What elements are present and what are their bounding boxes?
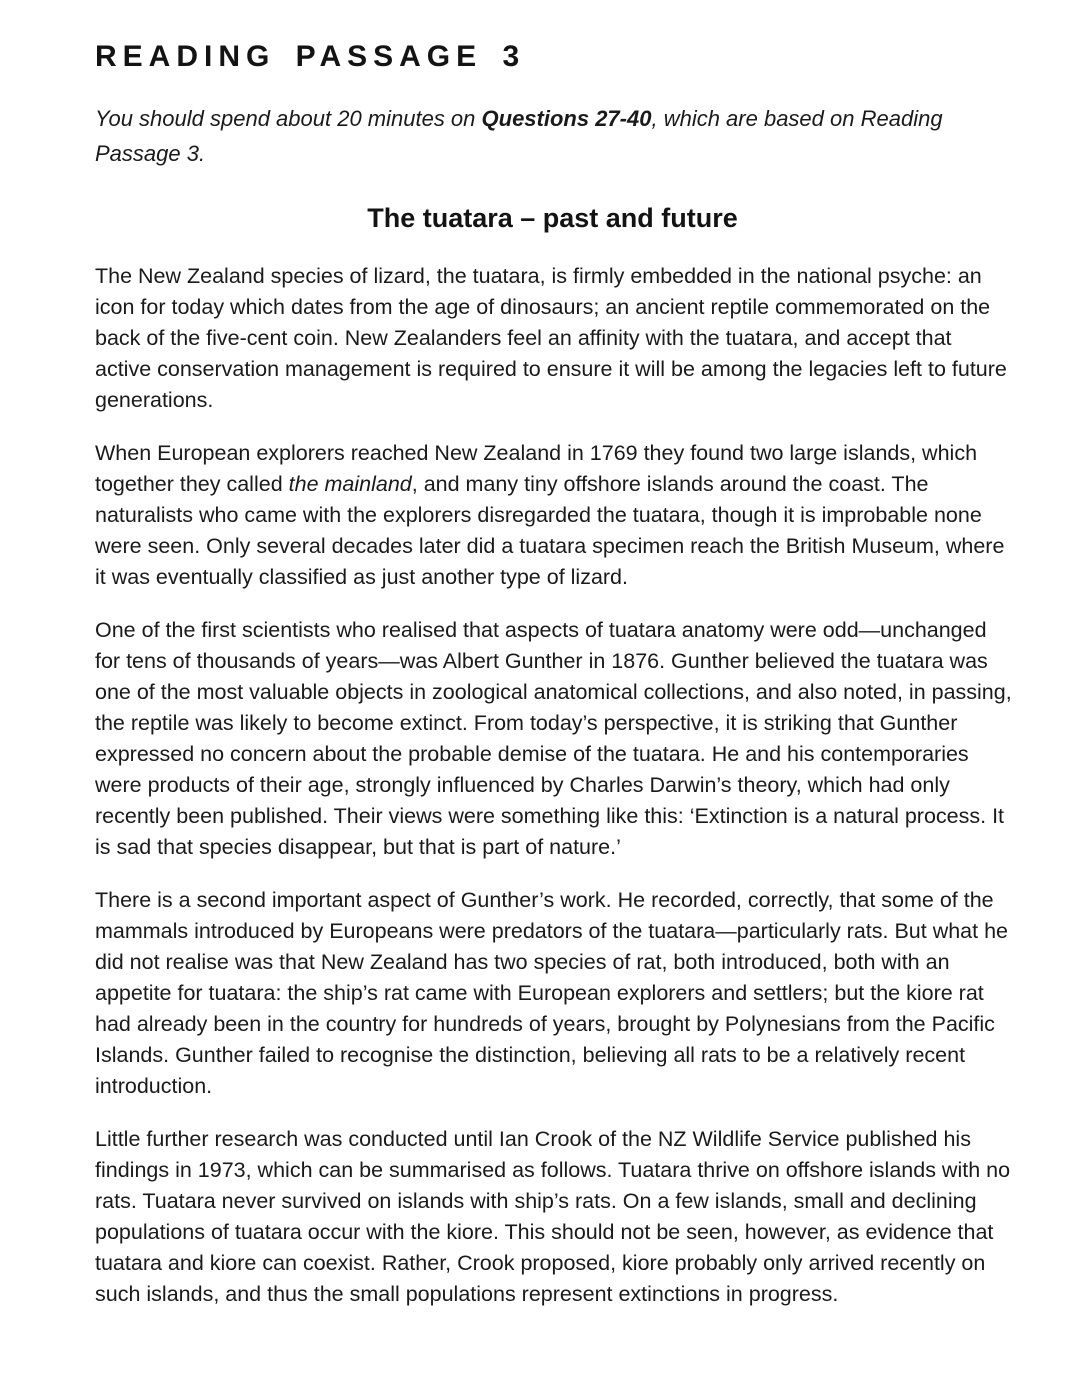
paragraph-4 [95,885,1012,1102]
text-segment: , which are based on Reading Passage 3. [95,106,943,166]
time-instruction [95,101,995,171]
paragraph-2 [95,438,1012,593]
text-segment: the mainland [288,472,412,496]
text-segment: When European explorers reached New Zealand in 1769 they found two large islands, which together they called [95,441,978,496]
paragraph-1 [95,261,1012,416]
text-segment: , and many tiny offshore islands around the coast. The naturalists who came with the explorers disregarded the tuatara, though it is improbable none were seen. Only several decades later did a tuatara specimen reach the British Museum, where it was eventually classified as just another type of lizard. [95,472,1005,589]
passage-heading: READING PASSAGE 3 [95,40,526,73]
text-segment: You should spend about 20 minutes on [95,106,482,131]
text-segment: One of the first scientists who realised that aspects of tuatara anatomy were odd—unchanged for tens of thousands of years—was Albert Gunther in 1876. Gunther believed the tuatara was one of the most valuable objects in zoological anatomical collections, and also noted, in passing, the reptile was likely to become extinct. From today’s perspective, it is striking that Gunther expressed no concern about the probable demise of the tuatara. He and his contemporaries were products of their age, strongly influenced by Charles Darwin’s theory, which had only recently been published. Their views were something like this: ‘Extinction is a natural process. It is sad that species disappear, but that is part of nature.’ [95,618,1012,859]
text-segment: There is a second important aspect of Gunther’s work. He recorded, correctly, that some of the mammals introduced by Europeans were predators of the tuatara—particularly rats. But what he did not realise was that New Zealand has two species of rat, both introduced, both with an appetite for tuatara: the ship’s rat came with European explorers and settlers; but the kiore rat had already been in the country for hundreds of years, brought by Polynesians from the Pacific Islands. Gunther failed to recognise the distinction, believing all rats to be a relatively recent introduction. [95,888,1009,1098]
paragraph-5 [95,1124,1012,1310]
paragraph-3 [95,615,1012,863]
passage-title: The tuatara – past and future [367,203,738,233]
text-segment: Questions 27-40 [481,106,652,131]
text-segment: Little further research was conducted until Ian Crook of the NZ Wildlife Service published his findings in 1973, which can be summarised as follows. Tuatara thrive on offshore islands with no rats. Tuatara never survived on islands with ship’s rats. On a few islands, small and declining populations of tuatara occur with the kiore. This should not be seen, however, as evidence that tuatara and kiore can coexist. Rather, Crook proposed, kiore probably only arrived recently on such islands, and thus the small populations represent extinctions in progress. [95,1127,1011,1306]
text-segment: The New Zealand species of lizard, the tuatara, is firmly embedded in the national psyche: an icon for today which dates from the age of dinosaurs; an ancient reptile commemorated on the back of the five-cent coin. New Zealanders feel an affinity with the tuatara, and accept that active conservation management is required to ensure it will be among the legacies left to future generations. [95,264,1007,412]
